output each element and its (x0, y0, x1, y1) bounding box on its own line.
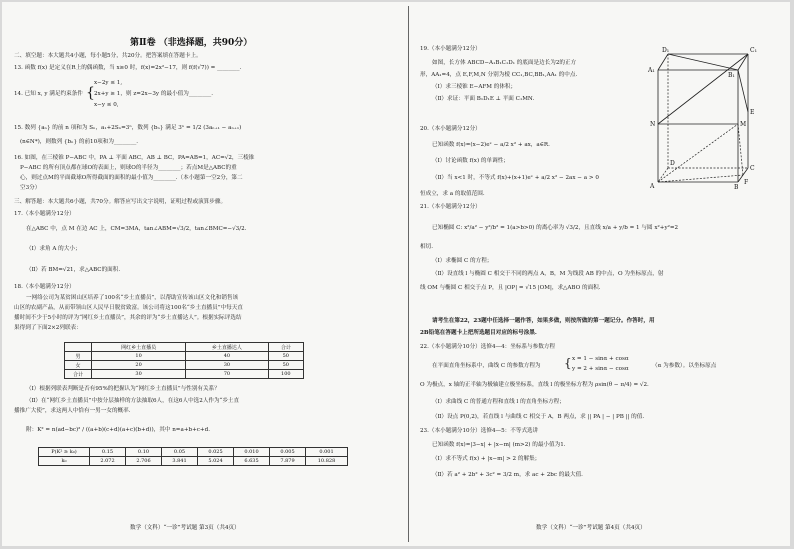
table-cell: k₀ (39, 457, 90, 466)
q14-c1: x−2y ≤ 1, (94, 80, 123, 86)
table-cell: 0.025 (198, 448, 234, 457)
q13: 13. 函数 f(x) 是定义在R上的偶函数，当 x≥0 时，f(x)=2x²−17，则 f(f(√7)) = ________. (14, 65, 242, 71)
table-row (65, 361, 304, 370)
table-cell: 0.001 (306, 448, 348, 457)
table-cell: 男 (65, 352, 92, 361)
table-row (39, 457, 348, 466)
q22-part2: （Ⅱ）设点 P(0,2)，若直线 l 与曲线 C 相交于 A，B 两点，求 || PA | − | PB || 的值. (432, 414, 645, 420)
q16a: 16. 如图，在三棱锥 P−ABC 中，PA ⊥ 平面 ABC，AB ⊥ BC，PA=AB=1，AC=√2，三棱锥 (14, 155, 255, 161)
q22-mid: （α 为参数）。以坐标原点 (652, 363, 717, 369)
page-footer: 数学（文科）“一诊”考试题 第3页（共4页） (130, 525, 240, 531)
table-cell: 0.05 (162, 448, 198, 457)
label-c: C (750, 165, 755, 172)
q23-head: 23.（本小题满分10分）选修4—5：不等式选讲 (420, 428, 539, 434)
page-3 (2, 2, 404, 546)
k2-formula: 附：K² = n(ad−bc)² / ((a+b)(c+d)(a+c)(b+d))，其中 n=a+b+c+d. (26, 427, 210, 433)
q21a: 已知椭圆 C: x²/a² − y²/b² = 1(a>b>0) 的离心率为 √3/2，且直线 x/a + y/b = 1 与圆 x²+y²=2 (432, 225, 679, 231)
q14-c3: x−y ≤ 0, (94, 102, 119, 108)
q22-head: 22.（本小题满分10分）选修4—4：坐标系与参数方程 (420, 344, 556, 350)
cuboid-figure (644, 44, 788, 190)
table-cell (65, 343, 92, 352)
table-row (39, 448, 348, 457)
q20a: 已知函数 f(x)=(x−2)eˣ − a/2 x² + ax，a∈R. (432, 142, 550, 148)
table-cell: 70 (186, 370, 268, 379)
q23a: 已知函数 f(x)=|3−x| + |x−m| (m>2) 的最小值为1. (432, 442, 566, 448)
label-n: N (650, 121, 656, 128)
q20-part2: （Ⅱ）当 x<1 时，不等式 f(x)+(x+1)eˣ + a/2 x² − 2ax − a > 0 (432, 175, 599, 181)
table-cell: P(K² ≥ k₀) (39, 448, 90, 457)
solve-header: 三、解答题：本大题共6小题，共70分。解答应写出文字说明，证明过程或演算步骤。 (14, 199, 227, 205)
q19a: 如图，长方体 ABCD−A₁B₁C₁D₁ 的底面是边长为2的正方 (432, 60, 577, 66)
q18-head: 18.（本小题满分12分） (14, 284, 75, 290)
label-b1: B₁ (728, 72, 735, 79)
q22a: 在平面直角坐标系中，曲线 C 的参数方程为 (432, 363, 541, 369)
q16b: P−ABC 的所有顶点都在球O的表面上，则球O的半径为________；若点M是△ABC的重 (20, 165, 237, 171)
q16c: 心，则过点M的平面截球O所得截面的面积的最小值为________.（本小题第一空2分，第二 (20, 175, 243, 181)
q19b: 形，AA₁=4，点 E,F,M,N 分别为棱 CC₁,BC,BB₁,AA₁ 的中点. (420, 72, 578, 78)
choose-note-b: 2B铅笔在答题卡上把所选题目对应的标号涂黑. (420, 330, 537, 336)
q17-part2: （Ⅱ）若 BM=√21，求△ABC的面积. (26, 267, 121, 273)
label-f: F (744, 179, 749, 186)
q17a: 在△ABC 中，点 M 在边 AC 上，CM=3MA，tan∠ABM=√3/2，tan∠BMC=−√3/2. (26, 226, 247, 232)
q22-param-y: y = 2 + sinα − cosα (572, 366, 629, 372)
q17-part1: （Ⅰ）求角 A 的大小； (26, 246, 81, 252)
section-title: 第Ⅱ卷 （非选择题，共90分） (130, 38, 253, 48)
q23-part2: （Ⅱ）若 a² + 2b² + 3c² = 3/2 m，求 ac + 2bc 的最大值. (432, 472, 583, 478)
table-cell: 3.841 (162, 457, 198, 466)
table-cell: 0.010 (234, 448, 270, 457)
q21c: 线 OM 与椭圆 C 相交于点 P，且 |OP| = √15 |OM|，求△ABO 的面积. (420, 285, 601, 291)
q22-param-x: x = 1 − sinα + cosα (572, 356, 629, 362)
table-cell: 0.15 (90, 448, 126, 457)
label-e: E (750, 109, 755, 116)
q14-c2: 2x+y ≥ 1，则 z=2x−3y 的最小值为________. (94, 91, 213, 97)
table-row (65, 352, 304, 361)
table-cell: 0.10 (126, 448, 162, 457)
q23-part1: （Ⅰ）求不等式 f(x) + |x−m| > 2 的解集； (432, 456, 541, 462)
q21-head: 21.（本小题满分12分） (420, 204, 481, 210)
brace: { (564, 356, 572, 370)
label-c1: C₁ (750, 47, 757, 54)
q14-lead: 14. 已知 x, y 满足约束条件 (14, 91, 83, 97)
table-cell: 2.706 (126, 457, 162, 466)
q22b: O 为极点，x 轴的正半轴为极轴建立极坐标系，直线 l 的极坐标方程为 ρsin(θ − π/4) = √2. (420, 382, 649, 388)
table-cell: 50 (268, 352, 303, 361)
label-a: A (650, 183, 655, 190)
table-cell: 30 (92, 370, 186, 379)
page-4 (412, 2, 790, 546)
q18d: 果得到了下面2×2列联表： (14, 325, 82, 331)
label-m: M (740, 121, 747, 128)
fill-header: 二、填空题：本大题共4小题，每小题5分，共20分。把答案填在答题卡上。 (14, 53, 202, 59)
table-cell: 6.635 (234, 457, 270, 466)
brace: { (86, 85, 95, 101)
table-cell: 网红乡土直播员 (92, 343, 186, 352)
q18-part2a: （Ⅱ）在“网红乡土直播员”中按分层抽样的方法抽取6人，在这6人中选2人作为“乡土直 (26, 398, 240, 404)
q18c: 播时间不少于5小时的评为“网红乡土直播员”，其余的评为“乡土直播达人”。根据实际评选结 (14, 315, 242, 321)
contingency-table (64, 342, 304, 379)
table-cell: 10 (92, 352, 186, 361)
table-row (65, 370, 304, 379)
table-cell: 乡土直播达人 (186, 343, 268, 352)
table-cell: 合计 (268, 343, 303, 352)
q18a: 一网络公司为某贫困山区培养了100名“乡土直播员”，以帮助宣传该山区文化和销售该 (26, 295, 239, 301)
q19-part2: （Ⅱ）求证：平面 B₁D₁E ⊥ 平面 C₁MN. (432, 96, 535, 102)
table-header-row (65, 343, 304, 352)
q17-head: 17.（本小题满分12分） (14, 211, 75, 217)
q20-part1: （Ⅰ）讨论函数 f(x) 的单调性； (432, 158, 509, 164)
q18b: 山区的农副产品，从而带领山区人民早日脱贫致富。该公司将这100名“乡土直播员”中每天直 (14, 305, 243, 311)
table-cell: 100 (268, 370, 303, 379)
table-cell: 10.828 (306, 457, 348, 466)
q18-part2b: 播推广大使”，求这两人中恰有一男一女的概率. (14, 408, 131, 414)
q21-part2: （Ⅱ）设直线 l 与椭圆 C 相交于不同的两点 A，B，M 为线段 AB 的中点，O 为坐标原点，射 (432, 271, 664, 277)
label-b: B (734, 184, 739, 190)
table-cell: 7.879 (270, 457, 306, 466)
q16d: 空3分） (20, 185, 41, 191)
exam-sheet (2, 2, 790, 546)
page-divider (408, 6, 409, 542)
q19-part1: （Ⅰ）求三棱锥 E−AFM 的体积； (432, 84, 517, 90)
choose-note-a: 请考生在第22，23题中任选择一题作答，如果多做，则按所做的第一题记分。作答时，用 (432, 318, 655, 324)
label-a1: A₁ (648, 67, 655, 74)
q20-head: 20.（本小题满分12分） (420, 126, 481, 132)
label-d: D (670, 160, 675, 167)
q15a: 15. 数列 {aₙ} 的前 n 项和为 Sₙ，a₁+2Sₙ=3ⁿ，数列 {bₙ} 满足 3ⁿ = 1/2 (3aₙ₊₁ − aₙ₊₁) (14, 125, 242, 131)
q22-part1: （Ⅰ）求曲线 C 的普通方程和直线 l 的直角坐标方程； (432, 399, 565, 405)
table-cell: 40 (186, 352, 268, 361)
table-cell: 0.005 (270, 448, 306, 457)
table-cell: 5.024 (198, 457, 234, 466)
q21b: 相切. (420, 244, 433, 250)
table-cell: 20 (92, 361, 186, 370)
table-cell: 50 (268, 361, 303, 370)
table-cell: 女 (65, 361, 92, 370)
q21-part1: （Ⅰ）求椭圆 C 的方程； (432, 258, 493, 264)
page-footer: 数学（文科）“一诊”考试题 第4页（共4页） (536, 525, 646, 531)
q19-head: 19.（本小题满分12分） (420, 46, 481, 52)
q20b: 恒成立，求 a 的取值范围. (420, 191, 485, 197)
table-cell: 2.072 (90, 457, 126, 466)
table-cell: 合计 (65, 370, 92, 379)
q15b: (n∈N*)，则数列 {bₙ} 的前10项和为________. (20, 139, 139, 145)
table-cell: 30 (186, 361, 268, 370)
q18-part1: （Ⅰ）根据列联表判断是否有95%的把握认为“网红乡土直播员”与性别有关系？ (26, 386, 220, 392)
k2-critical-table (38, 447, 348, 466)
label-d1: D₁ (662, 47, 670, 54)
